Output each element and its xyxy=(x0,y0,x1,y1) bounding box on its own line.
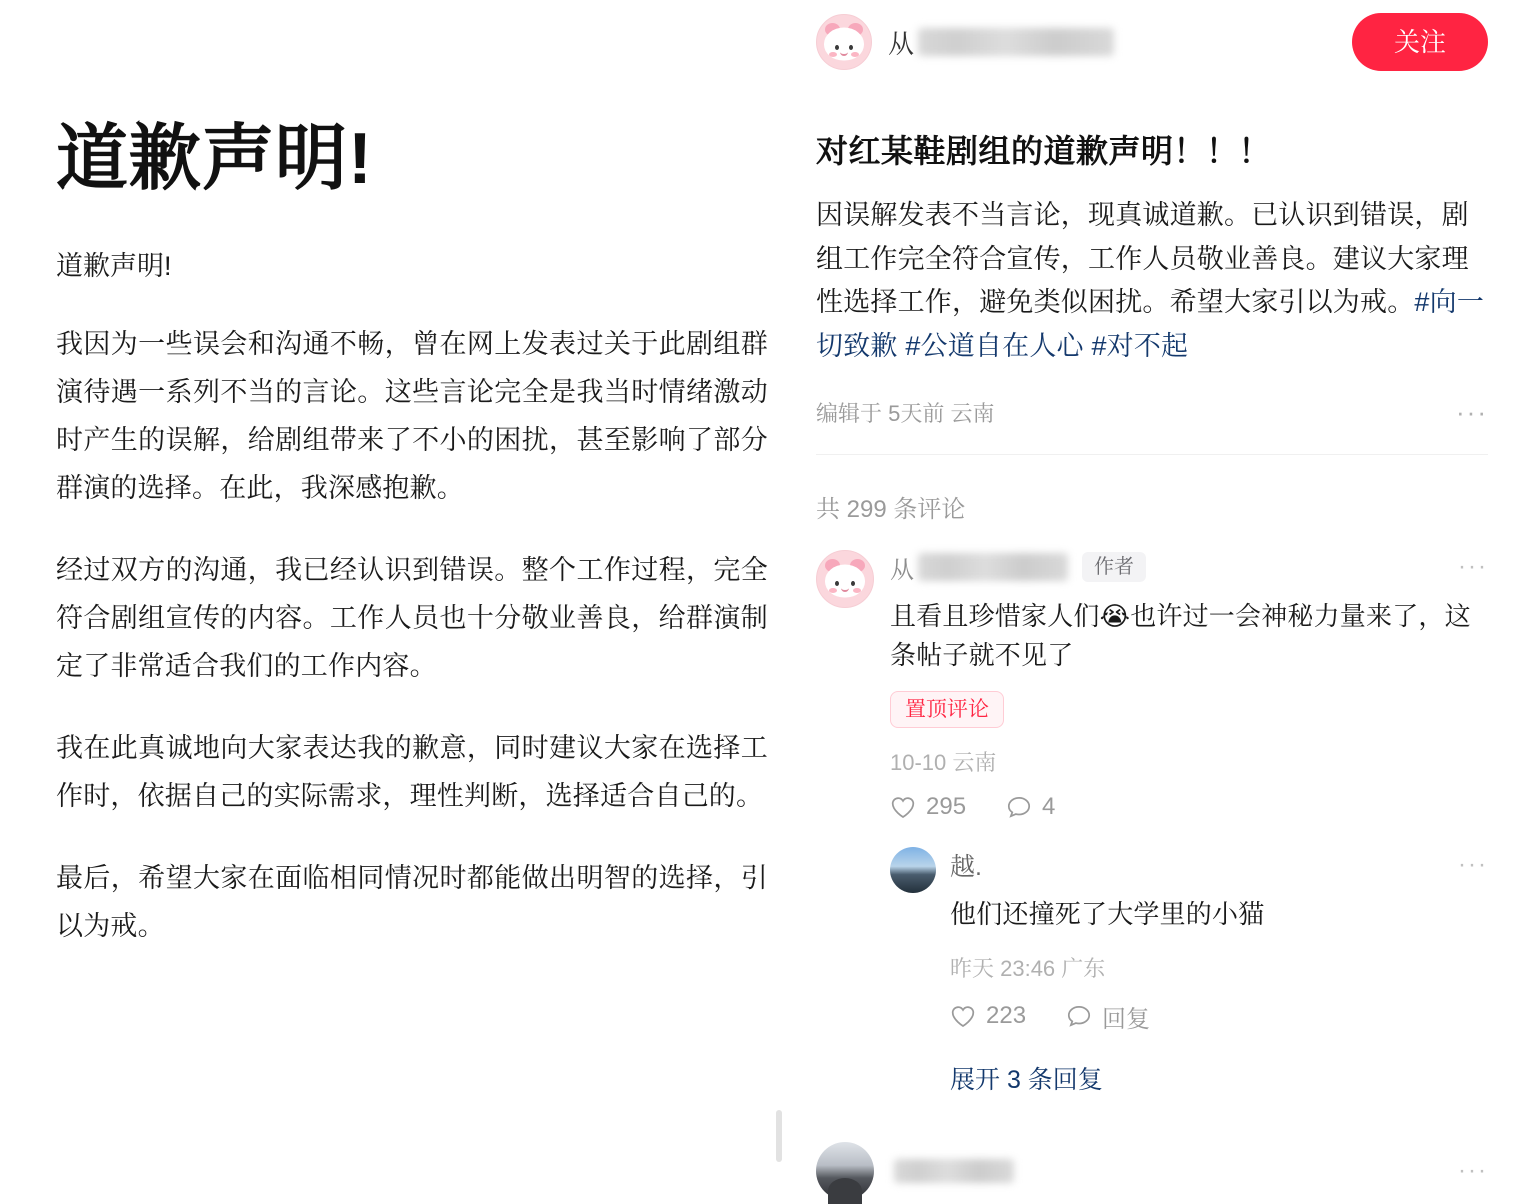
comment-main xyxy=(890,1154,1488,1188)
comment-text-head: 且看且珍惜家人们 xyxy=(890,600,1100,631)
note-body xyxy=(816,194,1488,369)
expand-replies-link[interactable]: 展开 3 条回复 xyxy=(950,1065,1103,1094)
comment-more-icon[interactable]: ··· xyxy=(1458,553,1488,581)
avatar-eye-left xyxy=(835,45,839,50)
comment-author-blurred xyxy=(894,1159,1014,1183)
follow-button[interactable]: 关注 xyxy=(1352,13,1488,71)
note-hashtag-3[interactable]: #对不起 xyxy=(1091,331,1189,362)
statement-subheading: 道歉声明! xyxy=(56,250,172,281)
avatar-art xyxy=(817,551,873,607)
pinned-comment-badge: 置顶评论 xyxy=(890,691,1004,728)
sub-comment-text: 他们还撞死了大学里的小猫 xyxy=(950,898,1265,929)
note-title: 对红某鞋剧组的道歉声明！！！ xyxy=(816,133,1272,169)
statement-paragraph-3: 我在此真诚地向大家表达我的歉意，同时建议大家在选择工作时，依据自己的实际需求，理性判断，选择适合自己的。 xyxy=(56,733,768,812)
avatar-eye-right xyxy=(851,581,855,586)
author-name[interactable] xyxy=(888,24,1352,61)
comment-author-prefix[interactable]: 从 xyxy=(890,556,914,584)
comment-item xyxy=(816,1142,1488,1200)
comment-avatar[interactable] xyxy=(816,1142,874,1200)
comment-main xyxy=(890,550,1488,1102)
author-header xyxy=(816,0,1488,82)
heart-icon xyxy=(890,795,916,819)
comment-header xyxy=(890,1154,1488,1188)
comment-avatar[interactable] xyxy=(816,550,874,608)
like-count: 295 xyxy=(926,792,967,820)
sub-comment-more-icon[interactable]: ··· xyxy=(1458,850,1488,878)
reply-count: 4 xyxy=(1042,792,1056,820)
author-badge: 作者 xyxy=(1082,552,1146,582)
sub-like-button[interactable] xyxy=(950,1002,1026,1030)
author-name-blurred xyxy=(918,28,1114,56)
sub-comment-item xyxy=(890,847,1488,1102)
statement-heading: 道歉声明! xyxy=(56,119,373,199)
avatar-cheek-right xyxy=(853,588,861,593)
statement-paragraph-2: 经过双方的沟通，我已经认识到错误。整个工作过程，完全符合剧组宣传的内容。工作人员也十分敬业善良，给群演制定了非常适合我们的工作内容。 xyxy=(56,554,768,682)
comment-item xyxy=(816,550,1488,1108)
statement-paragraph-1: 我因为一些误会和沟通不畅，曾在网上发表过关于此剧组群演待遇一系列不当的言论。这些言论完全是我当时情绪激动时产生的误解，给剧组带来了不小的困扰，甚至影响了部分群演的选择。在此，我深感抱歉。 xyxy=(56,328,768,503)
like-button[interactable] xyxy=(890,793,966,821)
comment-count-label: 共 299 条评论 xyxy=(816,495,966,523)
heart-icon xyxy=(950,1004,976,1028)
avatar-cheek-right xyxy=(851,52,859,57)
sub-comment-main xyxy=(950,847,1488,1096)
statement-document xyxy=(56,0,768,950)
sub-comment-avatar[interactable] xyxy=(890,847,936,893)
comment-header xyxy=(890,550,1488,585)
note-more-icon[interactable]: ··· xyxy=(1456,397,1488,428)
sub-reply-button[interactable] xyxy=(1066,999,1150,1034)
note-image-pane xyxy=(0,0,776,1162)
sub-reply-label: 回复 xyxy=(1102,1005,1151,1033)
avatar-cheek-left xyxy=(829,52,837,57)
scrollbar-thumb[interactable] xyxy=(776,1110,782,1162)
avatar-eye-right xyxy=(849,45,853,50)
note-timestamp: 编辑于 5天前 云南 xyxy=(816,400,995,426)
comment-more-icon[interactable]: ··· xyxy=(1458,1156,1488,1184)
note-hashtag-2[interactable]: #公道自在人心 xyxy=(905,331,1084,362)
author-name-prefix: 从 xyxy=(888,28,915,59)
comment-timestamp: 10-10 云南 xyxy=(890,749,997,775)
comment-actions xyxy=(890,793,1488,821)
sub-comment-header xyxy=(950,847,1488,883)
note-detail-pane xyxy=(776,0,1528,1184)
author-avatar[interactable] xyxy=(816,14,872,70)
sub-comment-timestamp: 昨天 23:46 广东 xyxy=(950,955,1106,981)
comment-bubble-icon xyxy=(1066,1004,1092,1028)
avatar-eye-left xyxy=(835,581,839,586)
comment-text-tail: 也许过一会神秘力量来了，这条帖子就不见了 xyxy=(890,600,1471,670)
sub-comment-actions xyxy=(950,999,1488,1034)
statement-paragraph-4: 最后，希望大家在面临相同情况时都能做出明智的选择，引以为戒。 xyxy=(56,863,768,942)
sub-like-count: 223 xyxy=(986,1002,1027,1030)
comment-bubble-icon xyxy=(1006,795,1032,819)
crying-face-emoji: 😭 xyxy=(1099,600,1131,631)
sub-comment-author[interactable]: 越. xyxy=(950,852,982,881)
note-hashtag-1[interactable]: #向一切致歉 xyxy=(816,287,1485,362)
reply-count-button[interactable] xyxy=(1006,793,1055,821)
comment-text xyxy=(890,597,1488,675)
avatar-cheek-left xyxy=(829,588,837,593)
note-body-text: 因误解发表不当言论，现真诚道歉。已认识到错误，剧组工作完全符合宣传，工作人员敬业善良。建议大家理性选择工作，避免类似困扰。希望大家引以为戒。 xyxy=(816,200,1469,318)
note-meta-row xyxy=(816,397,1488,454)
comment-author-blurred xyxy=(918,553,1068,581)
